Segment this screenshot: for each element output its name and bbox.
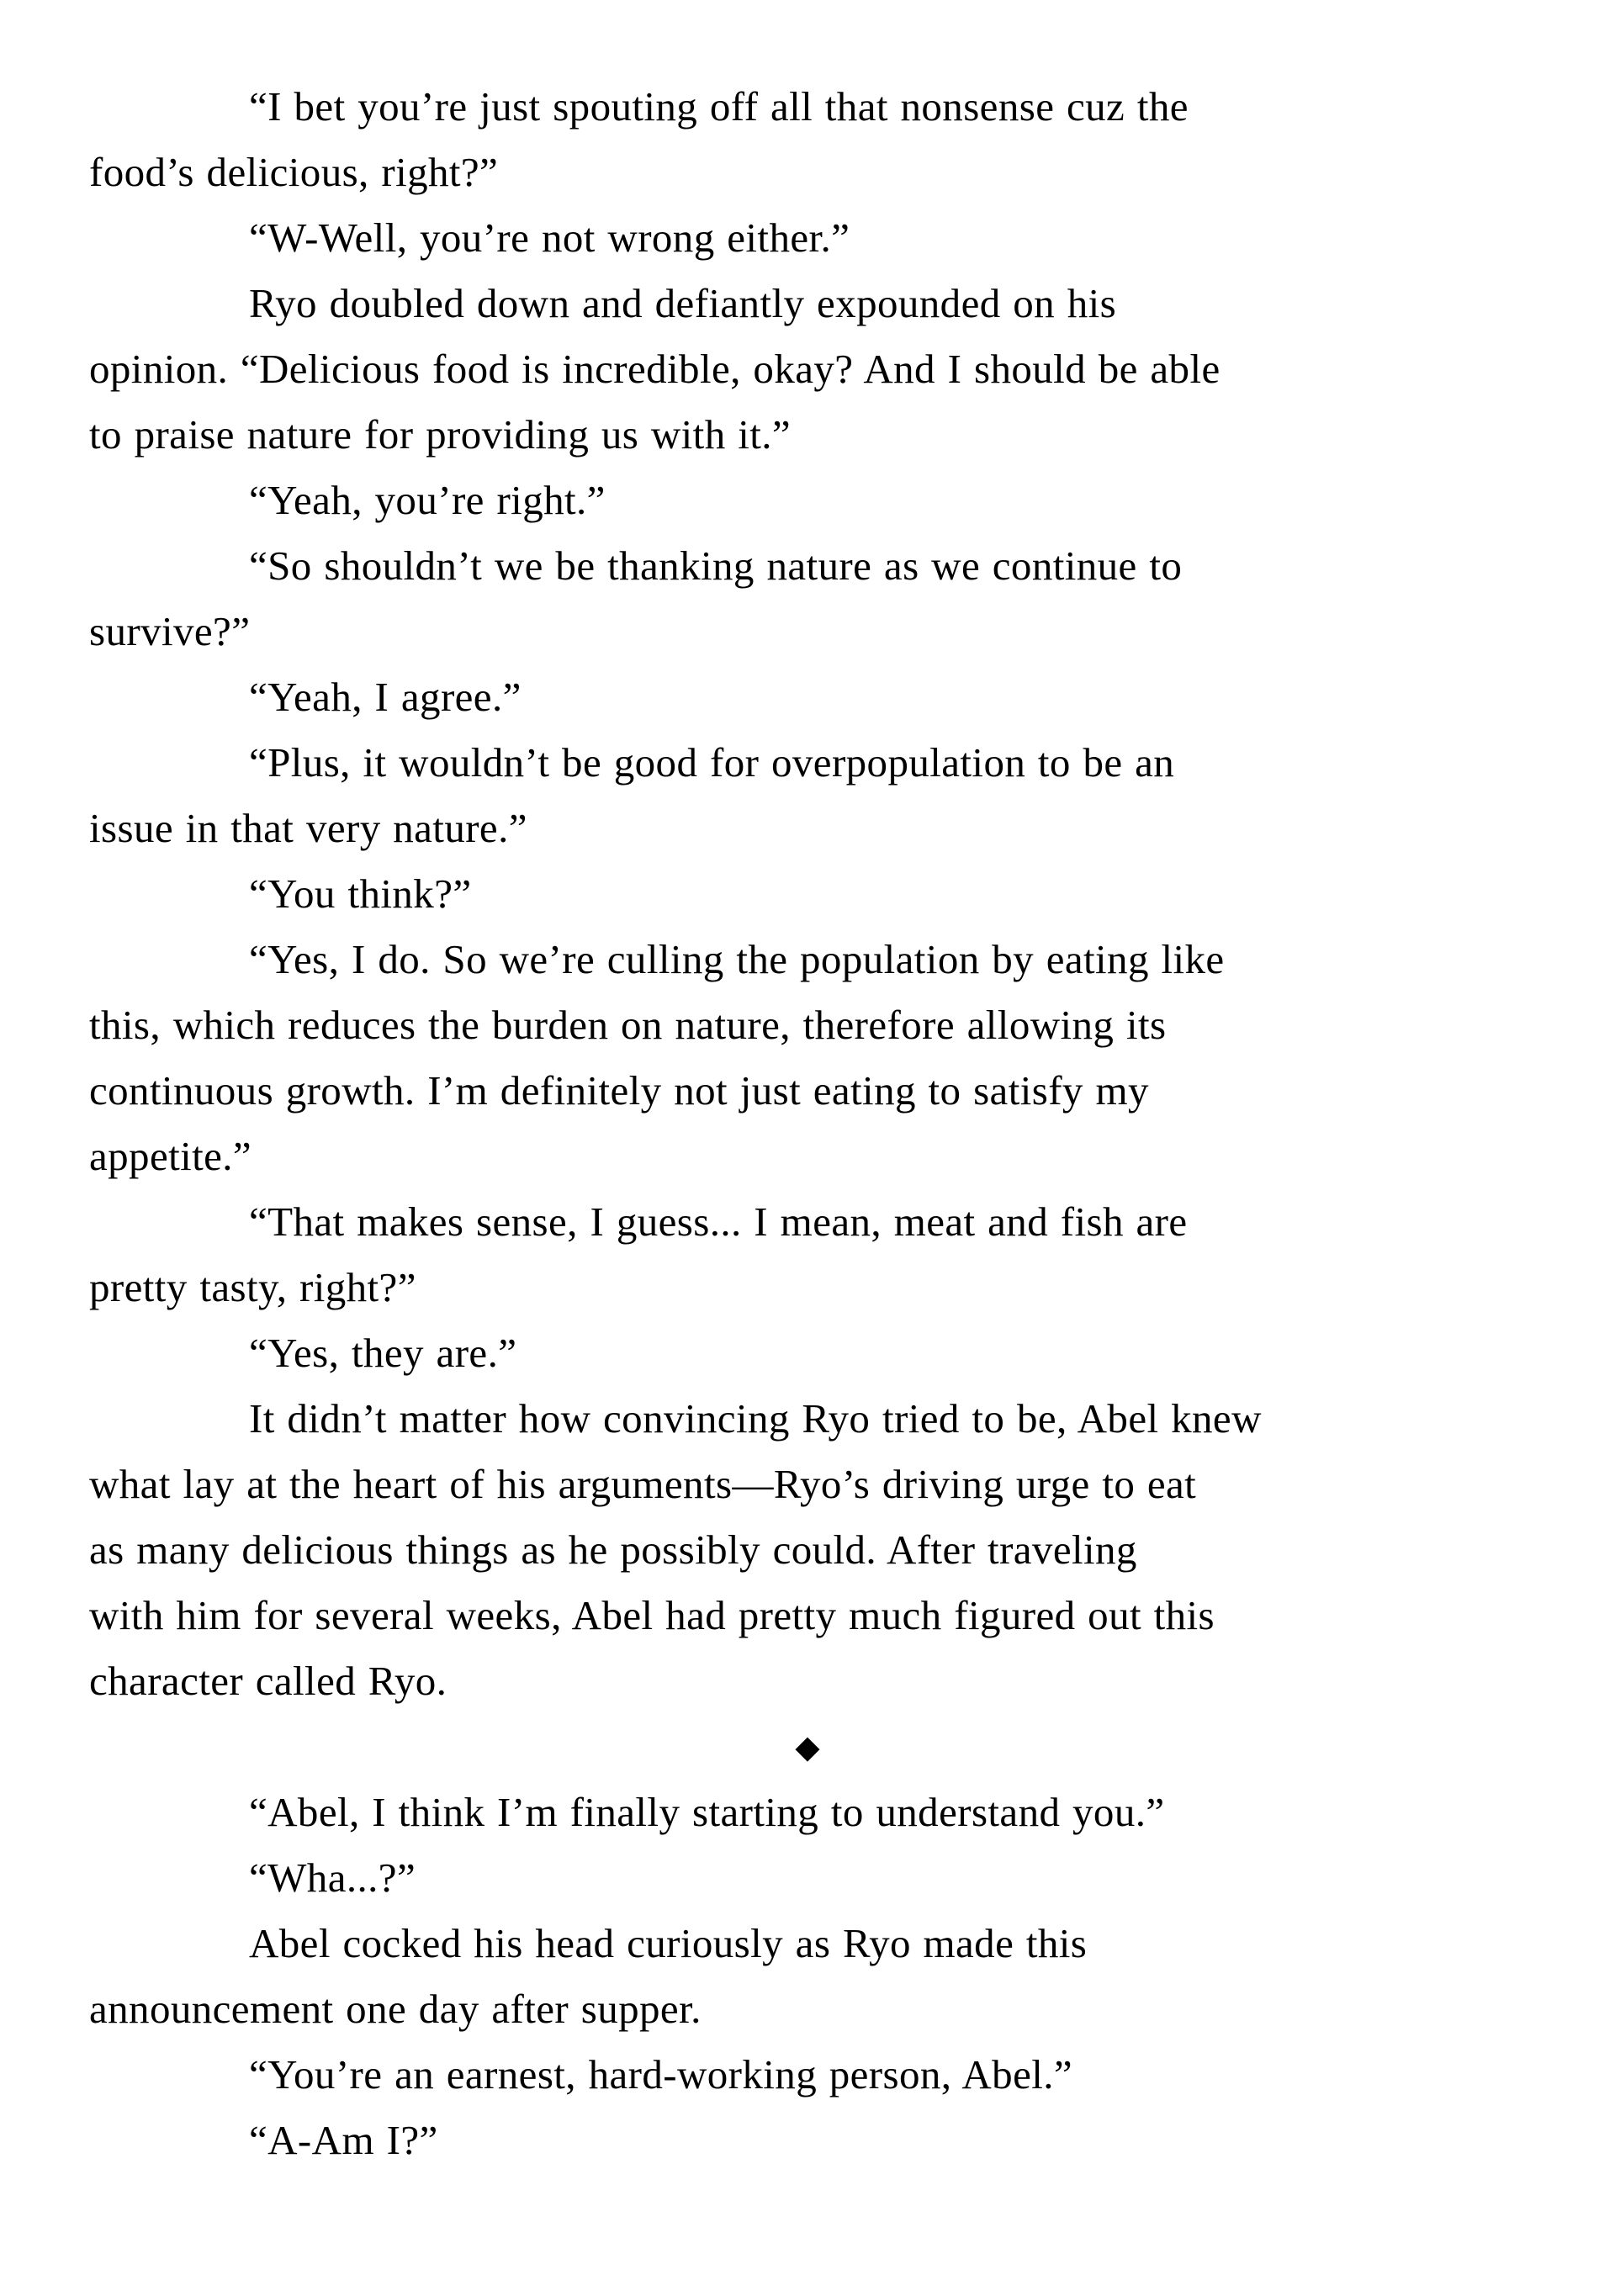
paragraph (89, 1845, 1526, 1911)
text-line: food’s delicious, right?” (89, 149, 499, 195)
text-line: “A-Am I?” (249, 2117, 438, 2163)
text-line: “I bet you’re just spouting off all that nonsense cuz the (249, 83, 1189, 130)
text-line: It didn’t matter how convincing Ryo tried to be, Abel knew (249, 1395, 1262, 1442)
text-line: appetite.” (89, 1133, 252, 1179)
text-line: what lay at the heart of his arguments—Ryo’s driving urge to eat (89, 1461, 1197, 1507)
text-line: “So shouldn’t we be thanking nature as we continue to (249, 542, 1183, 589)
paragraph (89, 1386, 1526, 1714)
text-line: survive?” (89, 608, 251, 654)
paragraph (89, 730, 1526, 861)
paragraph (89, 1780, 1526, 1845)
paragraph (89, 271, 1526, 468)
text-line: character called Ryo. (89, 1658, 447, 1704)
text-line: “You think?” (249, 870, 472, 917)
paragraph (89, 861, 1526, 927)
text-line: “Abel, I think I’m finally starting to understand you.” (249, 1789, 1165, 1835)
text-line: “Yeah, you’re right.” (249, 477, 606, 523)
text-line: “W-Well, you’re not wrong either.” (249, 214, 850, 261)
text-column (89, 74, 1526, 2173)
text-line: as many delicious things as he possibly could. After traveling (89, 1526, 1137, 1573)
paragraph (89, 205, 1526, 271)
paragraph (89, 533, 1526, 664)
text-line: “Plus, it wouldn’t be good for overpopulation to be an (249, 739, 1175, 786)
paragraph (89, 468, 1526, 533)
text-line: “Wha...?” (249, 1854, 416, 1901)
text-line: “Yes, they are.” (249, 1330, 517, 1376)
paragraph (89, 1189, 1526, 1320)
paragraph (89, 2042, 1526, 2108)
diamond-divider-icon: ◆ (795, 1728, 820, 1765)
paragraph (89, 1911, 1526, 2042)
text-line: issue in that very nature.” (89, 805, 527, 851)
paragraph (89, 927, 1526, 1189)
paragraph (89, 664, 1526, 730)
text-line: Ryo doubled down and defiantly expounded on his (249, 280, 1117, 326)
text-line: “That makes sense, I guess... I mean, meat and fish are (249, 1198, 1188, 1245)
text-line: with him for several weeks, Abel had pretty much figured out this (89, 1592, 1215, 1638)
text-line: pretty tasty, right?” (89, 1264, 416, 1310)
text-line: Abel cocked his head curiously as Ryo made this (249, 1920, 1088, 1966)
text-line: opinion. “Delicious food is incredible, okay? And I should be able (89, 346, 1221, 392)
text-line: “Yes, I do. So we’re culling the population by eating like (249, 936, 1225, 982)
text-line: to praise nature for providing us with it.” (89, 411, 792, 458)
section-divider (89, 1714, 1526, 1780)
paragraph (89, 74, 1526, 205)
text-line: “You’re an earnest, hard-working person, Abel.” (249, 2051, 1073, 2098)
text-line: continuous growth. I’m definitely not just eating to satisfy my (89, 1067, 1149, 1114)
paragraph (89, 2108, 1526, 2173)
paragraph (89, 1320, 1526, 1386)
text-line: this, which reduces the burden on nature, therefore allowing its (89, 1002, 1167, 1048)
text-line: “Yeah, I agree.” (249, 674, 522, 720)
text-line: announcement one day after supper. (89, 1986, 702, 2032)
